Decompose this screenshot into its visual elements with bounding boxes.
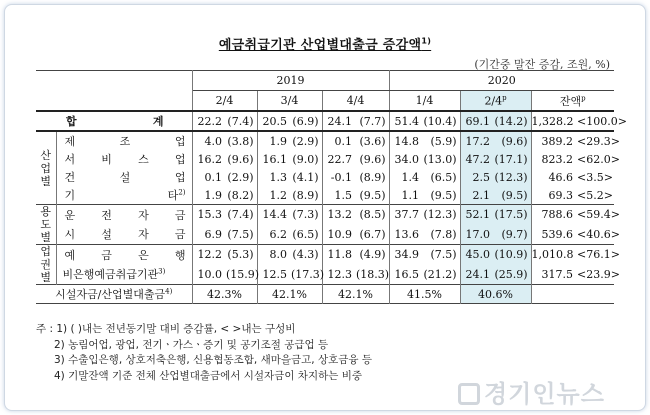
rate-cell: (10.9)	[494, 245, 531, 265]
footnote-1: 주 : 1) ( )내는 전년동기말 대비 증감률, < >내는 구성비	[36, 323, 296, 335]
rate-cell: (7.5)	[226, 225, 257, 245]
rate-cell: (7.3)	[291, 205, 322, 225]
rate-cell: (10.4)	[423, 111, 460, 131]
rate-cell: (8.9)	[356, 168, 389, 186]
year-2019: 2019	[192, 71, 389, 91]
rate-cell: (15.9)	[226, 265, 257, 285]
rate-cell: (9.5)	[356, 186, 389, 205]
rate-cell: (5.3)	[226, 245, 257, 265]
rate-cell: (17.5)	[494, 205, 531, 225]
quarter-2020-2: 2/4$^p$	[460, 91, 531, 112]
value-cell: 8.0	[269, 248, 287, 262]
value-cell: 823.2	[541, 152, 574, 166]
rate-cell: <23.9>	[577, 267, 620, 281]
rate-cell: (12.3)	[494, 168, 531, 186]
unit-note: (기간중 말잔 증감, 조원, %)	[474, 58, 610, 71]
rate-cell: (8.2)	[226, 186, 257, 205]
row-label: 제 조 업	[56, 131, 192, 150]
table-title: 예금취급기관 산업별대출금 증감액$^{1)}$	[218, 36, 432, 53]
rate-cell: <3.5>	[577, 170, 613, 184]
rate-cell: (14.2)	[494, 111, 531, 131]
row-label: 비은행예금취급기관$^{3)}$	[56, 265, 192, 285]
value-cell: 1.3	[269, 170, 287, 184]
row-label: 예 금 은 행	[56, 245, 192, 265]
value-cell: 1.2	[269, 188, 287, 202]
news-watermark: 경기인뉴스	[458, 374, 605, 409]
row-label: 서 비 스 업	[56, 150, 192, 168]
value-cell: 51.4	[394, 114, 420, 128]
value-cell: 1,010.8	[531, 248, 574, 262]
rate-cell: (9.5)	[423, 186, 460, 205]
row-label: 운 전 자 금	[56, 205, 192, 225]
value-cell: 22.2	[197, 114, 222, 128]
rate-cell: (6.9)	[291, 111, 322, 131]
value-cell: 1.1	[401, 188, 420, 202]
value-cell: 14.4	[262, 208, 287, 222]
rate-cell: (8.5)	[356, 205, 389, 225]
table-row	[36, 186, 614, 205]
ratio-cell: 40.6%	[460, 285, 531, 304]
value-cell: 1.9	[204, 188, 222, 202]
rate-cell: <100.0>	[577, 114, 627, 128]
table-row	[36, 265, 614, 285]
value-cell: 539.6	[541, 227, 574, 241]
value-cell: 45.0	[460, 245, 494, 265]
loan-table	[36, 70, 627, 304]
rate-cell: (3.8)	[226, 131, 257, 150]
value-cell: 6.9	[204, 227, 222, 241]
rate-cell: (7.5)	[423, 245, 460, 265]
footnotes	[36, 322, 372, 384]
ratio-cell	[531, 285, 614, 304]
footnote-2: 2) 농림어업, 광업, 전기ㆍ가스ㆍ증기 및 공기조절 공급업 등	[54, 338, 329, 351]
quarter-2020-1: 1/4	[389, 91, 460, 112]
rate-cell: (3.6)	[356, 131, 389, 150]
rate-cell: (9.7)	[494, 225, 531, 245]
rate-cell: <59.4>	[577, 208, 620, 222]
value-cell: 69.3	[548, 188, 574, 202]
rate-cell: (17.1)	[494, 150, 531, 168]
rate-cell: (21.2)	[423, 265, 460, 285]
rate-cell: (2.9)	[226, 168, 257, 186]
rate-cell: (7.8)	[423, 225, 460, 245]
value-cell: 1.5	[334, 188, 352, 202]
rate-cell: (2.9)	[291, 131, 322, 150]
rate-cell: (6.7)	[356, 225, 389, 245]
year-header-row	[36, 71, 614, 91]
value-cell: 317.5	[541, 267, 574, 281]
value-cell: 17.0	[460, 225, 494, 245]
value-cell: 14.8	[394, 134, 420, 148]
value-cell: 46.6	[548, 170, 574, 184]
rate-cell: (17.3)	[291, 265, 322, 285]
value-cell: 1.9	[269, 134, 287, 148]
footnote-4: 4) 기말잔액 기준 전체 산업별대출금에서 시설자금이 차지하는 비중	[54, 369, 363, 382]
balance-header: 잔액$^p$	[559, 93, 586, 108]
quarter-2019-3: 3/4	[257, 91, 322, 112]
rate-cell: (7.4)	[226, 111, 257, 131]
value-cell: 0.1	[204, 170, 222, 184]
value-cell: 2.1	[460, 186, 494, 205]
rate-cell: <76.1>	[577, 248, 620, 262]
value-cell: 47.2	[460, 150, 494, 168]
ratio-cell: 42.3%	[192, 285, 257, 304]
rate-cell: (4.3)	[291, 245, 322, 265]
value-cell: 11.8	[327, 248, 352, 262]
value-cell: 17.2	[460, 131, 494, 150]
value-cell: 1,328.2	[531, 114, 574, 128]
table-row	[36, 245, 614, 265]
value-cell: 389.2	[541, 134, 574, 148]
value-cell: 6.2	[269, 227, 287, 241]
ratio-cell: 41.5%	[389, 285, 460, 304]
rate-cell: (9.6)	[494, 131, 531, 150]
value-cell: 16.1	[262, 152, 287, 166]
value-cell: 34.0	[394, 152, 420, 166]
group-label: 업 권 별	[36, 245, 56, 285]
rate-cell: <40.6>	[577, 227, 620, 241]
row-label: 시 설 자 금	[56, 225, 192, 245]
value-cell: 15.3	[197, 208, 222, 222]
rate-cell: (6.5)	[291, 225, 322, 245]
ratio-label: 시설자금/산업별대출금$^{4)}$	[36, 285, 192, 304]
value-cell: 10.9	[327, 227, 352, 241]
value-cell: 13.2	[327, 208, 352, 222]
value-cell: 12.3	[327, 267, 352, 281]
rate-cell: (4.9)	[356, 245, 389, 265]
rate-cell: (9.6)	[356, 150, 389, 168]
value-cell: 16.2	[197, 152, 222, 166]
rate-cell: <5.2>	[577, 188, 613, 202]
rate-cell: (13.0)	[423, 150, 460, 168]
rate-cell: (18.3)	[356, 265, 389, 285]
rate-cell: (12.3)	[423, 205, 460, 225]
value-cell: 12.2	[197, 248, 222, 262]
rate-cell: (25.9)	[494, 265, 531, 285]
table-row	[36, 225, 614, 245]
value-cell: -0.1	[330, 170, 352, 184]
ratio-cell: 42.1%	[257, 285, 322, 304]
value-cell: 37.7	[394, 208, 420, 222]
ratio-row	[36, 285, 614, 304]
value-cell: 10.0	[197, 267, 222, 281]
value-cell: 1.4	[401, 170, 420, 184]
value-cell: 13.6	[394, 227, 420, 241]
rate-cell: (5.9)	[423, 131, 460, 150]
footnote-3: 3) 수출입은행, 상호저축은행, 신용협동조합, 새마을금고, 상호금융 등	[54, 354, 373, 366]
value-cell: 22.7	[327, 152, 352, 166]
rate-cell: (7.4)	[226, 205, 257, 225]
total-row	[36, 111, 614, 131]
table-row	[36, 205, 614, 225]
row-label: 건 설 업	[56, 168, 192, 186]
group-label: 산 업 별	[36, 131, 56, 205]
rate-cell: (9.0)	[291, 150, 322, 168]
row-label: 기 타$^{2)}$	[56, 186, 192, 205]
value-cell: 4.0	[204, 134, 222, 148]
rate-cell: (4.1)	[291, 168, 322, 186]
value-cell: 12.5	[262, 267, 287, 281]
rate-cell: <62.0>	[577, 152, 620, 166]
rate-cell: (9.5)	[494, 186, 531, 205]
logo-mark-icon	[458, 383, 480, 405]
value-cell: 16.5	[394, 267, 420, 281]
quarter-2019-4: 4/4	[322, 91, 389, 112]
value-cell: 2.5	[460, 168, 494, 186]
rate-cell: <29.3>	[577, 134, 620, 148]
value-cell: 24.1	[460, 265, 494, 285]
value-cell: 788.6	[541, 208, 574, 222]
value-cell: 34.9	[394, 248, 420, 262]
quarter-2019-2: 2/4	[192, 91, 257, 112]
table-row	[36, 131, 614, 150]
rate-cell: (7.7)	[356, 111, 389, 131]
rate-cell: (9.6)	[226, 150, 257, 168]
table-row	[36, 150, 614, 168]
table-row	[36, 168, 614, 186]
total-label: 합 계	[36, 111, 192, 131]
rate-cell: (6.5)	[423, 168, 460, 186]
value-cell: 24.1	[327, 114, 352, 128]
value-cell: 0.1	[334, 134, 352, 148]
value-cell: 20.5	[262, 114, 287, 128]
value-cell: 69.1	[460, 111, 494, 131]
year-2020: 2020	[389, 71, 614, 91]
rate-cell: (8.9)	[291, 186, 322, 205]
value-cell: 52.1	[460, 205, 494, 225]
group-label: 용 도 별	[36, 205, 56, 245]
ratio-cell: 42.1%	[322, 285, 389, 304]
